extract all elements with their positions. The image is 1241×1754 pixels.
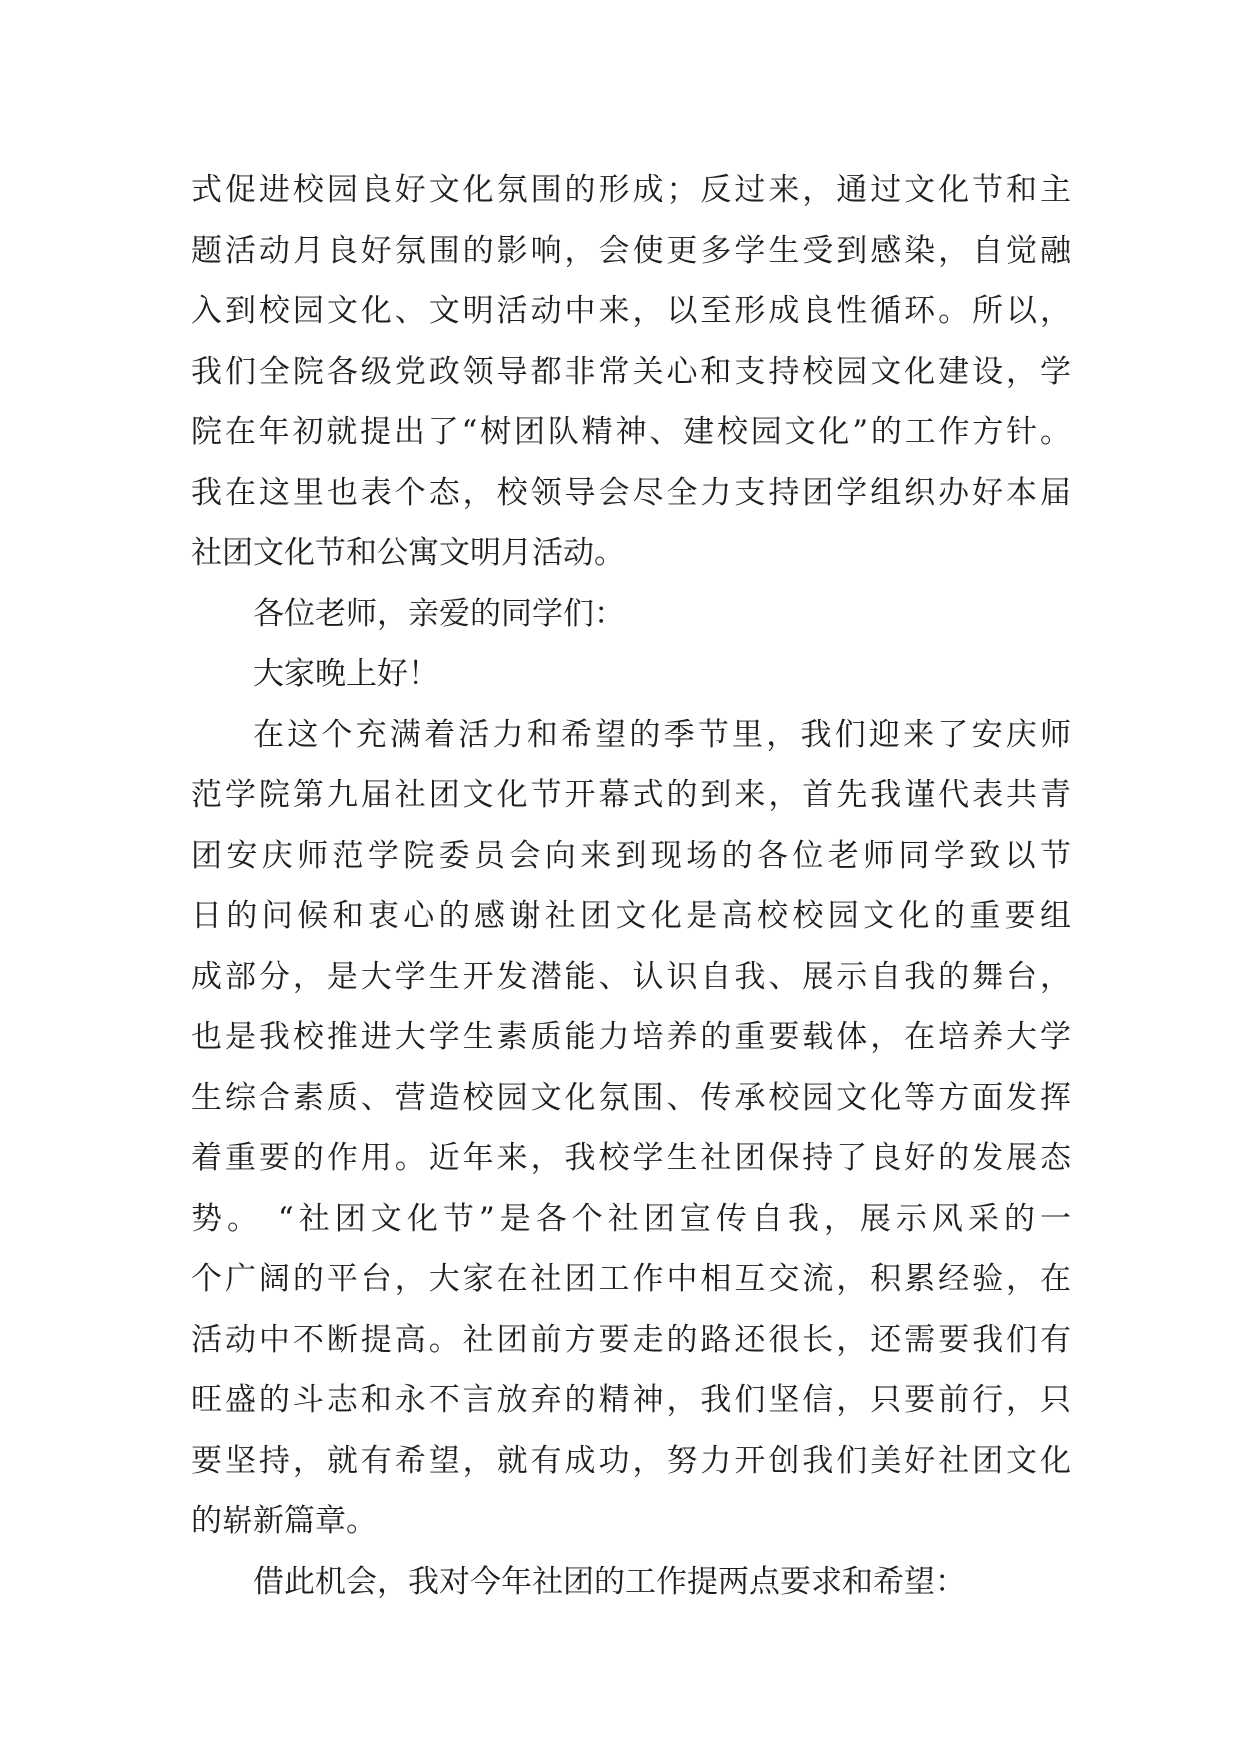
text-line: 入到校园文化、文明活动中来，以至形成良性循环。所以， bbox=[191, 293, 1071, 329]
text-line: 院在年初就提出了“树团队精神、建校园文化”的工作方针。 bbox=[191, 414, 1071, 450]
text-line: 要坚持，就有希望，就有成功，努力开创我们美好社团文化 bbox=[191, 1442, 1071, 1479]
text-line: 式促进校园良好文化氛围的形成；反过来，通过文化节和主 bbox=[191, 172, 1071, 208]
text-line: 范学院第九届社团文化节开幕式的到来，首先我谨代表共青 bbox=[191, 777, 1071, 813]
text-line: 在这个充满着活力和希望的季节里，我们迎来了安庆师 bbox=[253, 716, 1071, 753]
text-line: 大家晚上好！ bbox=[253, 656, 439, 692]
text-line: 势。 “社团文化节”是各个社团宣传自我，展示风采的一 bbox=[191, 1200, 1071, 1237]
text-line: 借此机会，我对今年社团的工作提两点要求和希望： bbox=[253, 1563, 966, 1600]
text-line: 生综合素质、营造校园文化氛围、传承校园文化等方面发挥 bbox=[191, 1079, 1071, 1116]
text-line: 成部分，是大学生开发潜能、认识自我、展示自我的舞台， bbox=[191, 958, 1071, 995]
document-body bbox=[191, 160, 1071, 1612]
text-line: 各位老师，亲爱的同学们： bbox=[253, 595, 625, 632]
text-line: 活动中不断提高。社团前方要走的路还很长，还需要我们有 bbox=[191, 1321, 1071, 1358]
text-line: 旺盛的斗志和永不言放弃的精神，我们坚信，只要前行，只 bbox=[191, 1382, 1071, 1418]
text-line: 也是我校推进大学生素质能力培养的重要载体，在培养大学 bbox=[191, 1019, 1071, 1055]
text-line: 的崭新篇章。 bbox=[191, 1503, 377, 1539]
text-line: 社团文化节和公寓文明月活动。 bbox=[191, 535, 625, 571]
text-line: 着重要的作用。近年来，我校学生社团保持了良好的发展态 bbox=[191, 1140, 1071, 1176]
text-line: 日的问候和衷心的感谢社团文化是高校校园文化的重要组 bbox=[191, 898, 1071, 934]
text-line: 我在这里也表个态，校领导会尽全力支持团学组织办好本届 bbox=[191, 474, 1071, 511]
text-line: 团安庆师范学院委员会向来到现场的各位老师同学致以节 bbox=[191, 837, 1071, 874]
text-line: 题活动月良好氛围的影响，会使更多学生受到感染，自觉融 bbox=[191, 232, 1071, 269]
text-line: 个广阔的平台，大家在社团工作中相互交流，积累经验，在 bbox=[191, 1261, 1071, 1297]
text-line: 我们全院各级党政领导都非常关心和支持校园文化建设，学 bbox=[191, 353, 1071, 390]
